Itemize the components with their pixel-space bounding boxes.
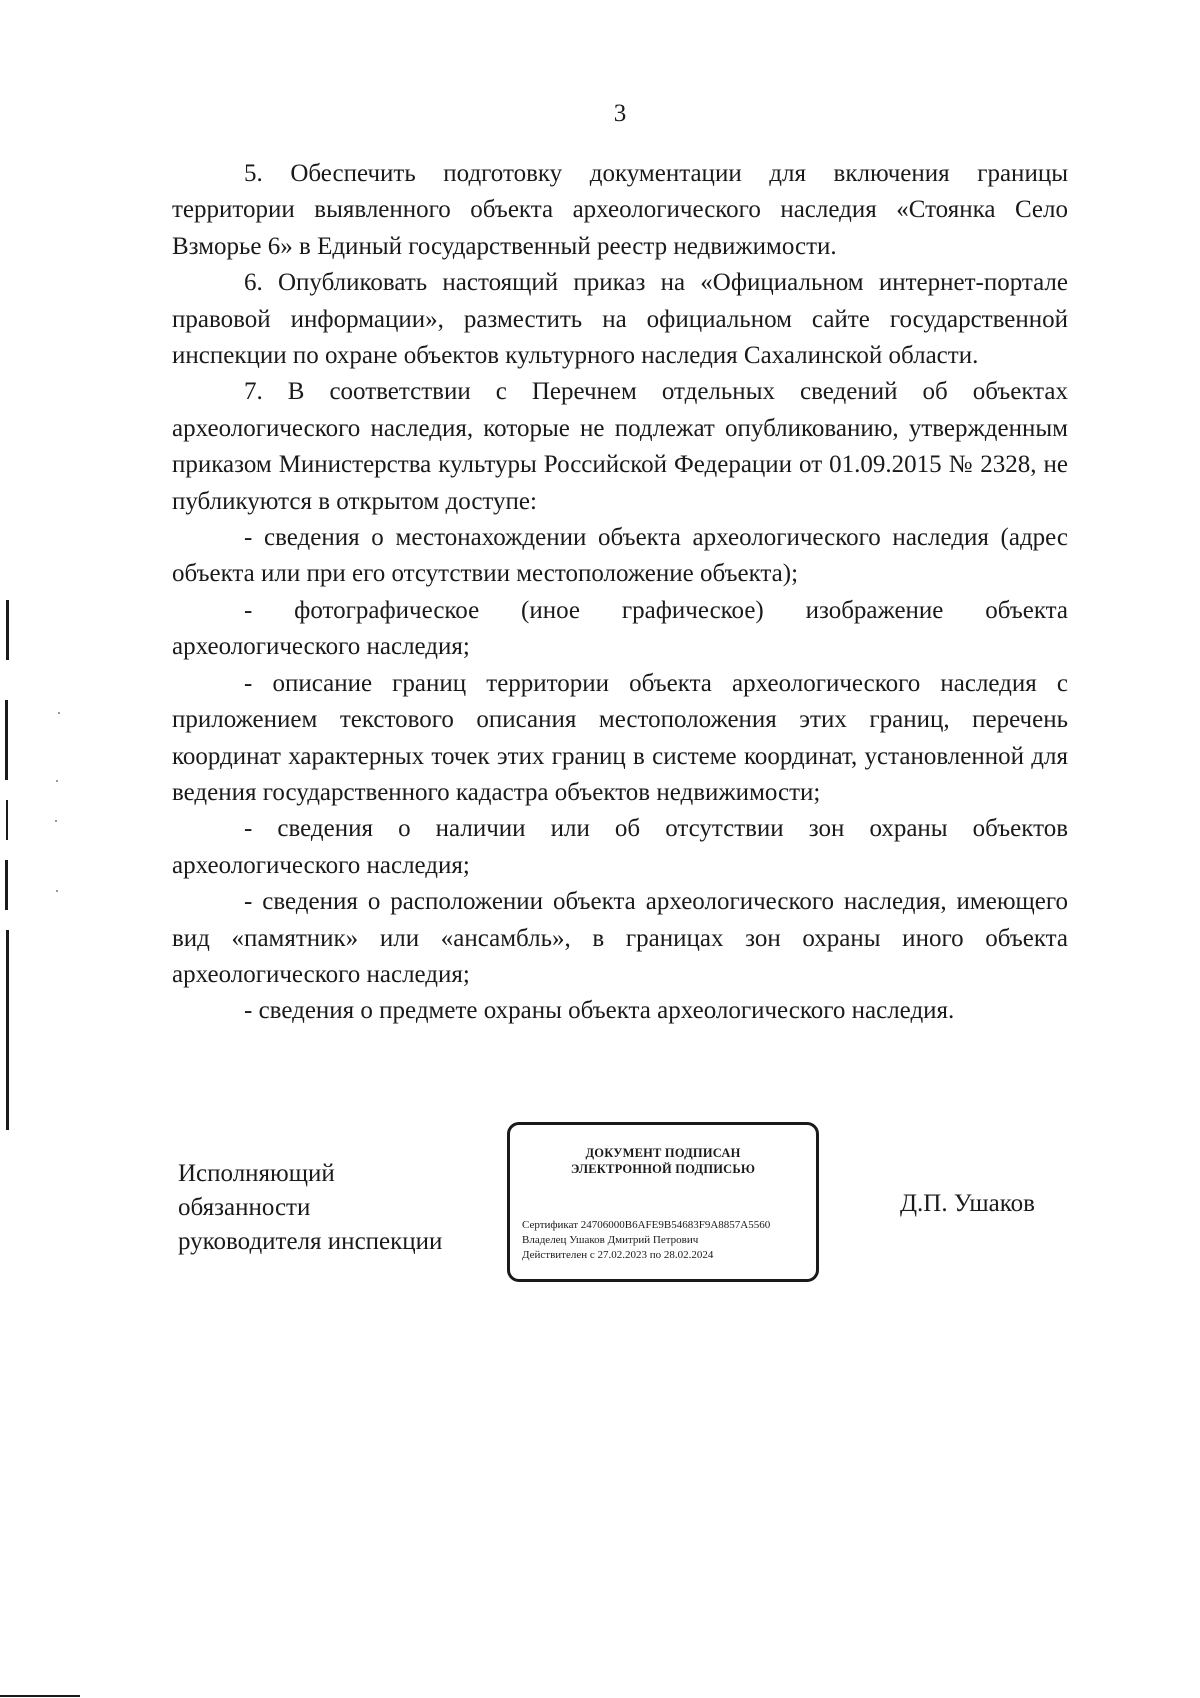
- signatory-position-line: руководителя инспекции: [178, 1228, 443, 1255]
- list-item-photo: - фотографическое (иное графическое) изображение объекта археологического наследия;: [172, 596, 1068, 661]
- document-body: [172, 156, 1068, 1030]
- scan-artifact: [58, 712, 60, 714]
- paragraph-item-5: 5. Обеспечить подготовку документации для включения границы территории выявленного объекта археологического наследия «Стоянка Село Взморье 6» в Единый государственный реестр недвижимости.: [172, 160, 1068, 260]
- list-item-location: - сведения о местонахождении объекта археологического наследия (адрес объекта или при его отсутствии местоположение объекта);: [172, 524, 1068, 588]
- stamp-validity: Действителен с 27.02.2023 по 28.02.2024: [522, 1249, 714, 1261]
- scan-artifact: [6, 600, 9, 660]
- signatory-position-line: обязанности: [178, 1194, 311, 1221]
- electronic-signature-stamp: [507, 1122, 819, 1282]
- scan-artifact: [5, 700, 8, 780]
- scan-artifact: [55, 820, 57, 822]
- scan-artifact: [0, 1695, 80, 1697]
- stamp-title-line: ЭЛЕКТРОННОЙ ПОДПИСЬЮ: [570, 1162, 756, 1176]
- stamp-title: [510, 1145, 816, 1177]
- list-item-protection-zones: - сведения о наличии или об отсутствии зон охраны объектов археологического наследия;: [172, 815, 1068, 879]
- scan-artifact: [56, 780, 58, 782]
- list-item-boundaries: - описание границ территории объекта археологического наследия с приложением текстового описания местоположения этих границ, перечень координат характерных точек этих границ в системе координат, установленной для ведения государственного кадастра объектов недвижимости;: [172, 669, 1068, 806]
- scan-artifact: [6, 930, 9, 1130]
- paragraph-item-6: 6. Опубликовать настоящий приказ на «Официальном интернет-портале правовой информации», разместить на официальном сайте государственной инспекции по охране объектов культурного наследия Сахалинской области.: [172, 269, 1068, 370]
- scan-artifact: [6, 800, 8, 840]
- scan-artifact: [5, 860, 8, 910]
- list-item-protection-subject: - сведения о предмете охраны объекта археологического наследия.: [244, 997, 955, 1025]
- stamp-certificate: Сертификат 24706000B6AFE9B54683F9A8857A5560: [522, 1219, 771, 1231]
- page-number: 3: [613, 100, 627, 127]
- list-item-monument-location: - сведения о расположении объекта археологического наследия, имеющего вид «памятник» или «ансамбль», в границах зон охраны иного объекта археологического наследия;: [172, 888, 1068, 988]
- stamp-title-line: ДОКУМЕНТ ПОДПИСАН: [585, 1146, 741, 1160]
- scan-artifact: [56, 890, 58, 892]
- stamp-owner: Владелец Ушаков Дмитрий Петрович: [522, 1234, 699, 1246]
- stamp-details: [522, 1218, 770, 1263]
- signatory-position-line: Исполняющий: [178, 1160, 335, 1187]
- signatory-position: [178, 1157, 442, 1259]
- paragraph-item-7: 7. В соответствии с Перечнем отдельных сведений об объектах археологического наследия, которые не подлежат опубликованию, утвержденным приказом Министерства культуры Российской Федерации от 01.09.2015 № 2328, не публикуются в открытом доступе:: [172, 378, 1068, 515]
- signer-name: Д.П. Ушаков: [900, 1190, 1035, 1217]
